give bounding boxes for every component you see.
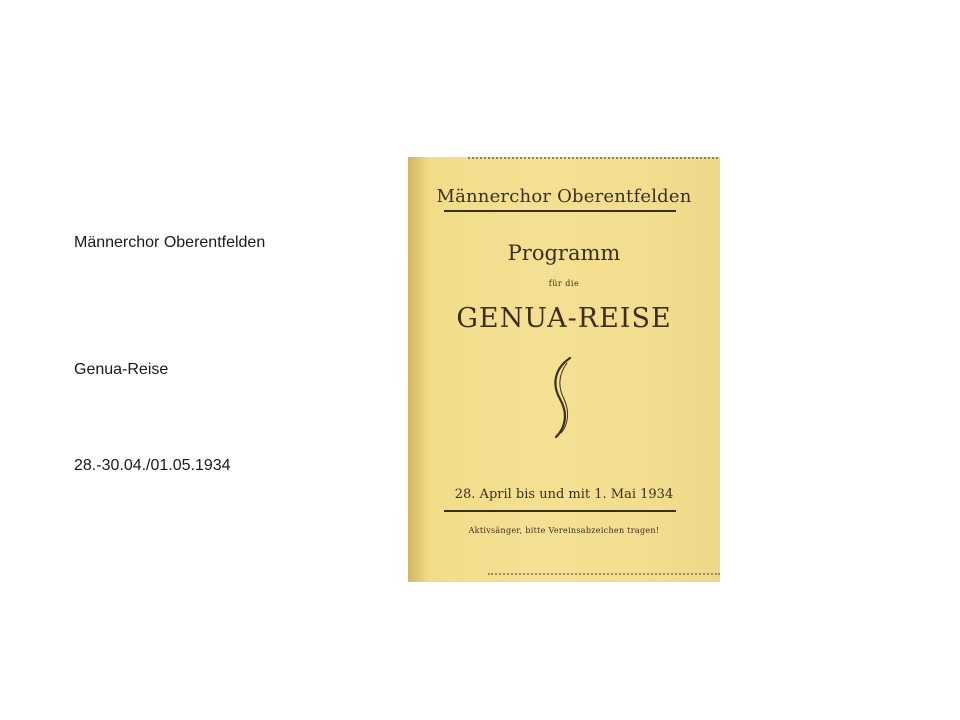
heading-rule xyxy=(444,210,676,212)
dates-rule xyxy=(444,510,676,512)
top-edge-marks xyxy=(468,157,718,163)
caption-choir-name: Männerchor Oberentfelden xyxy=(74,234,266,251)
booklet-program-label: Programm xyxy=(507,241,621,265)
caption-dates: 28.-30.04./01.05.1934 xyxy=(74,457,231,474)
booklet-title: GENUA-REISE xyxy=(456,303,672,334)
program-booklet-scan xyxy=(408,157,720,582)
bottom-edge-marks xyxy=(488,573,720,581)
booklet-for-label: für die xyxy=(548,279,580,288)
caption-trip-name: Genua-Reise xyxy=(74,361,169,378)
booklet-choir-heading: Männerchor Oberentfelden xyxy=(436,186,692,207)
page-shadow xyxy=(408,157,430,582)
flourish-ornament xyxy=(548,355,578,441)
booklet-dates: 28. April bis und mit 1. Mai 1934 xyxy=(454,487,674,502)
booklet-note: Aktivsänger, bitte Vereinsabzeichen tragen! xyxy=(468,526,660,535)
